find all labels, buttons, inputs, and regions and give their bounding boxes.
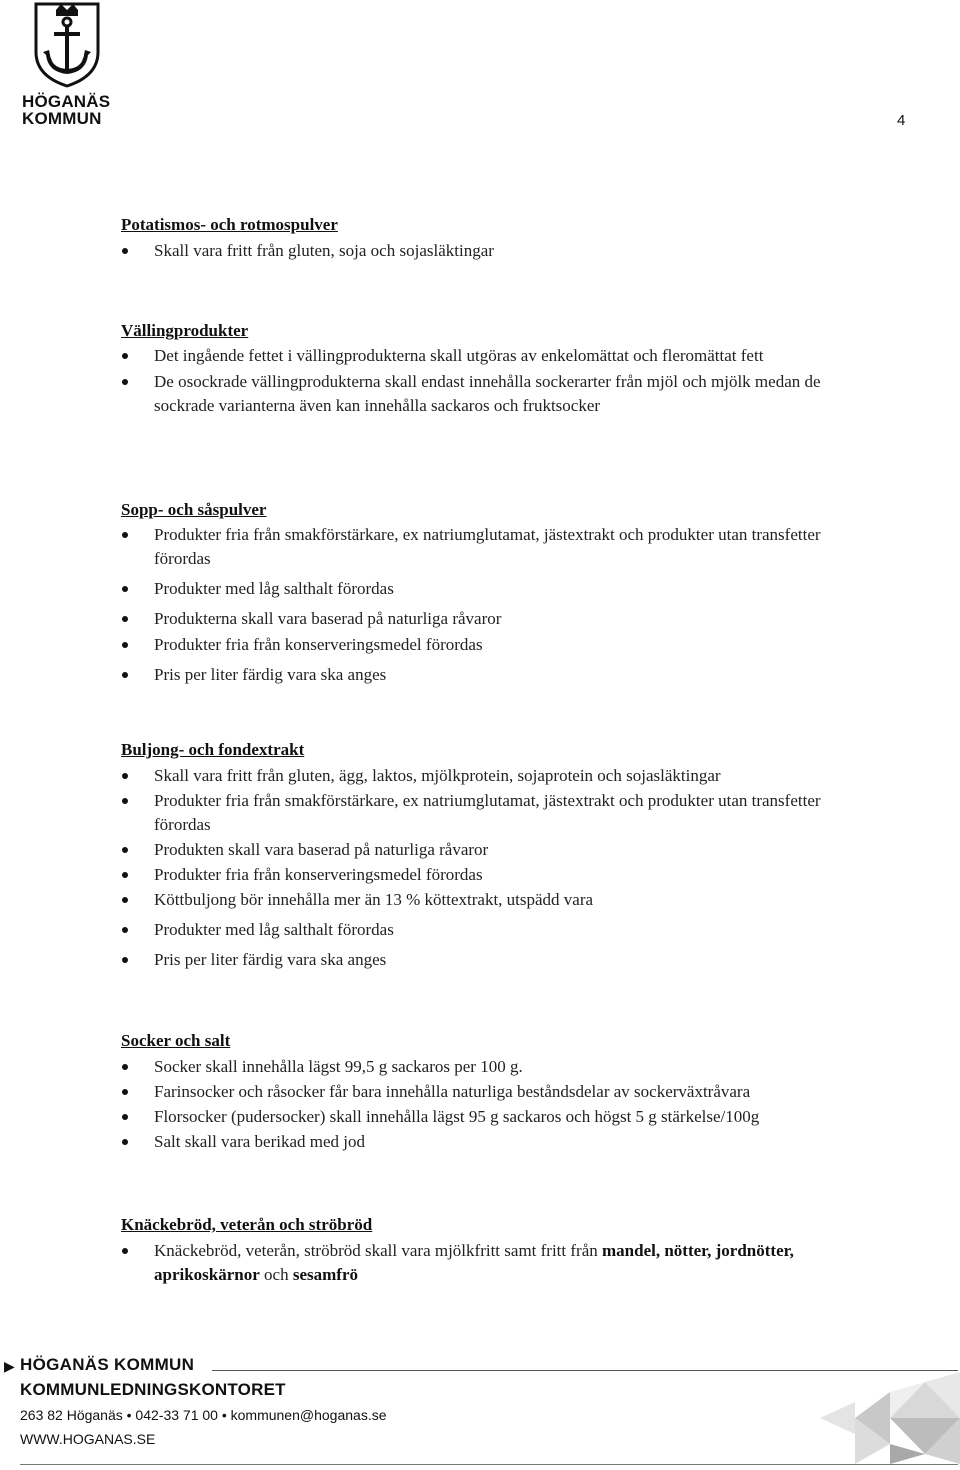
section-heading: Potatismos- och rotmospulver (121, 215, 338, 234)
section-heading: Socker och salt (121, 1031, 231, 1050)
arrow-icon: ▶ (4, 1358, 15, 1374)
section-heading: Buljong- och fondextrakt (121, 740, 305, 759)
list-item: Köttbuljong bör innehålla mer än 13 % köttextrakt, utspädd vara (121, 888, 881, 912)
list-item: Florsocker (pudersocker) skall innehålla lägst 95 g sackaros och högst 5 g stärkelse/100g (121, 1105, 881, 1129)
hoganas-logo (22, 0, 122, 130)
item-bold-sesame: sesamfrö (292, 1265, 358, 1284)
footer-bottom-divider (20, 1464, 958, 1465)
list-item: Farinsocker och råsocker får bara innehålla naturliga beståndsdelar av sockerväxtråvara (121, 1080, 881, 1104)
list-item (121, 1239, 881, 1287)
anchor-shield-icon (34, 0, 100, 88)
footer-organization: HÖGANÄS KOMMUN (20, 1355, 195, 1374)
logo-line-1: HÖGANÄS (22, 92, 111, 111)
bullet-list (121, 523, 881, 687)
footer-divider (212, 1370, 958, 1371)
section-socker-salt (121, 1030, 881, 1155)
bullet-list (121, 1239, 881, 1287)
list-item: Produkter fria från smakförstärkare, ex natriumglutamat, jästextrakt och produkter utan transfetter förordas (121, 523, 881, 571)
list-item: Produkter med låg salthalt förordas (121, 577, 881, 601)
section-vallingprodukter (121, 320, 881, 420)
item-text-conjunction: och (259, 1265, 293, 1284)
section-heading: Vällingprodukter (121, 321, 249, 340)
page-footer (0, 1350, 960, 1470)
logo-line-2: KOMMUN (22, 109, 102, 128)
section-knackebrod (121, 1214, 881, 1287)
bullet-list (121, 239, 881, 263)
footer-contact: 263 82 Höganäs • 042-33 71 00 • kommunen@hoganas.se (20, 1407, 387, 1423)
list-item: Produkten skall vara baserad på naturliga råvaror (121, 838, 881, 862)
list-item: Produkter med låg salthalt förordas (121, 918, 881, 942)
item-text: Knäckebröd, veterån, ströbröd skall vara mjölkfritt samt fritt från (154, 1241, 602, 1260)
list-item: Skall vara fritt från gluten, ägg, laktos, mjölkprotein, sojaprotein och sojasläktingar (121, 764, 881, 788)
list-item: Socker skall innehålla lägst 99,5 g sackaros per 100 g. (121, 1055, 881, 1079)
list-item: Skall vara fritt från gluten, soja och sojasläktingar (121, 239, 881, 263)
section-potatismos (121, 214, 881, 263)
list-item: Produkter fria från konserveringsmedel förordas (121, 633, 881, 657)
footer-website-link[interactable]: WWW.HOGANAS.SE (20, 1431, 156, 1447)
list-item: Det ingående fettet i vällingprodukterna skall utgöras av enkelomättat och fleromättat fett (121, 344, 881, 368)
list-item: Produkterna skall vara baserad på naturliga råvaror (121, 607, 881, 631)
footer-department: KOMMUNLEDNINGSKONTORET (20, 1380, 286, 1399)
page-number: 4 (897, 112, 906, 129)
section-heading: Knäckebröd, veterån och ströbröd (121, 1215, 373, 1234)
list-item: Produkter fria från konserveringsmedel förordas (121, 863, 881, 887)
decorative-triangles-graphic (820, 1372, 960, 1464)
list-item: Salt skall vara berikad med jod (121, 1130, 881, 1154)
list-item: Pris per liter färdig vara ska anges (121, 663, 881, 687)
list-item: Pris per liter färdig vara ska anges (121, 948, 881, 972)
section-buljong-fondextrakt (121, 739, 881, 973)
section-heading: Sopp- och såspulver (121, 500, 267, 519)
section-sopp-saspulver (121, 499, 881, 689)
bullet-list (121, 764, 881, 972)
item-bold-allergens: mandel, nötter, jordnötter, aprikoskärnor (154, 1241, 794, 1284)
bullet-list (121, 1055, 881, 1154)
logo-wordmark (22, 93, 110, 127)
bullet-list (121, 344, 881, 418)
list-item: Produkter fria från smakförstärkare, ex natriumglutamat, jästextrakt och produkter utan transfetter förordas (121, 789, 881, 837)
list-item: De osockrade vällingprodukterna skall endast innehålla sockerarter från mjöl och mjölk medan de sockrade varianterna även kan innehålla sackaros och fruktsocker (121, 370, 881, 418)
